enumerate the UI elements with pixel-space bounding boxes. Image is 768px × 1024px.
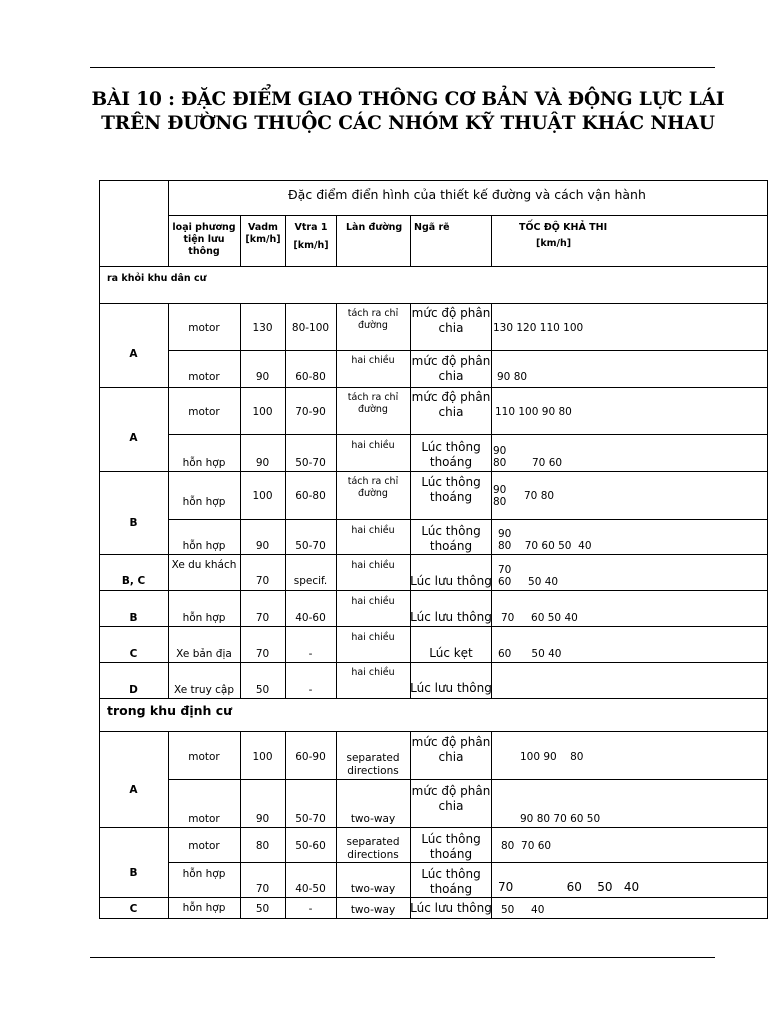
row-lanes: tách ra chỉ đường bbox=[347, 476, 399, 499]
row-junction: mức độ phân chia bbox=[411, 784, 491, 813]
row-vadm: 90 bbox=[255, 813, 270, 825]
row-line bbox=[168, 862, 768, 863]
row-vadm: 50 bbox=[255, 903, 270, 915]
col-header-vehicle: loại phương tiện lưu thông bbox=[172, 222, 236, 257]
row-vtra: 50-70 bbox=[295, 813, 326, 825]
row-speeds: 70 60 50 40 bbox=[498, 880, 640, 894]
row-vehicle: motor bbox=[188, 322, 220, 334]
section-title: ra khỏi khu dân cư bbox=[107, 273, 207, 284]
row-category: A bbox=[129, 348, 138, 360]
row-vtra: 60-90 bbox=[295, 751, 326, 763]
top-rule bbox=[90, 67, 715, 68]
col-header-speed-unit: [km/h] bbox=[536, 238, 572, 249]
row-vehicle: motor bbox=[188, 406, 220, 418]
row-category: B bbox=[129, 517, 138, 529]
row-category: B bbox=[129, 612, 138, 624]
row-vadm: 100 bbox=[252, 406, 273, 418]
col-line bbox=[336, 215, 337, 266]
col-line bbox=[491, 215, 492, 266]
row-vehicle: hỗn hợp bbox=[182, 457, 226, 469]
row-lanes: two-way bbox=[350, 883, 396, 895]
row-vtra: - bbox=[308, 903, 313, 915]
row-speeds: 50 40 bbox=[501, 904, 545, 916]
title-line-1: BÀI 10 : ĐẶC ĐIỂM GIAO THÔNG CƠ BẢN VÀ ĐỘNG LỰC LÁI bbox=[91, 89, 725, 110]
row-vehicle: hỗn hợp bbox=[182, 868, 226, 880]
row-line bbox=[99, 590, 768, 591]
row-speeds: 90 80 bbox=[497, 371, 528, 383]
row-lanes: hai chiều bbox=[351, 355, 395, 366]
table-border-bottom bbox=[99, 918, 768, 919]
row-line bbox=[99, 554, 768, 555]
row-lanes: two-way bbox=[350, 904, 396, 916]
row-vehicle: Xe du khách bbox=[171, 559, 237, 571]
row-vadm: 90 bbox=[255, 540, 270, 552]
row-line bbox=[99, 626, 768, 627]
row-vadm: 70 bbox=[255, 612, 270, 624]
col-header-vadm: Vadm [km/h] bbox=[245, 222, 281, 245]
row-line bbox=[99, 827, 768, 828]
row-line bbox=[99, 471, 768, 472]
row-junction: Lúc thông thoáng bbox=[421, 832, 481, 861]
col-header-speed: TỐC ĐỘ KHẢ THI bbox=[519, 222, 608, 233]
row-junction: Lúc thông thoáng bbox=[421, 440, 481, 469]
row-line bbox=[168, 779, 768, 780]
row-vehicle: Xe truy cập bbox=[173, 684, 235, 696]
row-junction: Lúc lưu thông bbox=[410, 681, 492, 695]
row-vtra: 50-70 bbox=[295, 457, 326, 469]
header-bottom bbox=[99, 266, 768, 267]
row-lanes: separated directions bbox=[346, 752, 400, 777]
row-vehicle: hỗn hợp bbox=[182, 540, 226, 552]
row-vtra: - bbox=[308, 648, 313, 660]
row-lanes: hai chiều bbox=[351, 560, 395, 571]
row-junction: Lúc lưu thông bbox=[410, 610, 492, 624]
row-lanes: two-way bbox=[350, 813, 396, 825]
row-speeds: 70 60 50 40 bbox=[501, 612, 578, 624]
bottom-rule bbox=[90, 957, 715, 958]
row-speeds: 70 80 bbox=[524, 490, 555, 502]
row-speeds: 60 50 40 bbox=[498, 648, 562, 660]
row-junction: Lúc kẹt bbox=[429, 646, 473, 660]
page-title bbox=[90, 88, 726, 136]
col-header-intersection: Ngã rẽ bbox=[414, 222, 450, 233]
row-vadm: 70 bbox=[255, 883, 270, 895]
row-speeds: 90 bbox=[493, 445, 507, 457]
row-category: D bbox=[129, 684, 138, 696]
row-vadm: 50 bbox=[255, 684, 270, 696]
row-speeds: 80 bbox=[493, 457, 507, 469]
speed-table bbox=[99, 180, 768, 918]
row-junction: mức độ phân chia bbox=[411, 735, 491, 764]
row-lanes: hai chiều bbox=[351, 667, 395, 678]
row-category: A bbox=[129, 432, 138, 444]
row-line bbox=[168, 350, 768, 351]
row-lanes: tách ra chỉ đường bbox=[347, 392, 399, 415]
row-vehicle: motor bbox=[188, 371, 220, 383]
row-junction: mức độ phân chia bbox=[411, 354, 491, 383]
row-vehicle: hỗn hợp bbox=[182, 902, 226, 914]
row-vadm: 100 bbox=[252, 751, 273, 763]
row-speeds: 90 80 70 60 50 bbox=[520, 813, 601, 825]
row-vtra: - bbox=[308, 684, 313, 696]
table-border-left bbox=[99, 180, 100, 918]
row-speeds: 80 bbox=[493, 496, 507, 508]
row-vehicle: motor bbox=[188, 813, 220, 825]
col-line bbox=[491, 731, 492, 918]
row-vadm: 90 bbox=[255, 457, 270, 469]
row-vtra: 70-90 bbox=[295, 406, 326, 418]
col-line bbox=[491, 303, 492, 698]
col-line bbox=[410, 215, 411, 266]
col-header-vtra1: Vtra 1 bbox=[294, 222, 328, 233]
table-border-top bbox=[99, 180, 768, 181]
row-speeds: 90 bbox=[493, 484, 507, 496]
row-line bbox=[99, 897, 768, 898]
group-header: Đặc điểm điển hình của thiết kế đường và cách vận hành bbox=[288, 187, 646, 202]
row-vtra: 60-80 bbox=[295, 371, 326, 383]
row-junction: Lúc thông thoáng bbox=[421, 524, 481, 553]
row-category: C bbox=[129, 903, 138, 915]
row-lanes: hai chiều bbox=[351, 596, 395, 607]
row-category: B bbox=[129, 867, 138, 879]
title-line-2: TRÊN ĐƯỜNG THUỘC CÁC NHÓM KỸ THUẬT KHÁC NHAU bbox=[101, 113, 715, 134]
col-header-lanes: Làn đường bbox=[346, 222, 403, 233]
row-junction: mức độ phân chia bbox=[411, 390, 491, 419]
row-vehicle: motor bbox=[188, 751, 220, 763]
row-lanes: separated directions bbox=[346, 836, 400, 861]
row-junction: mức độ phân chia bbox=[411, 306, 491, 335]
row-vtra: 50-60 bbox=[295, 840, 326, 852]
row-speeds: 60 50 40 bbox=[498, 576, 559, 588]
col-header-vtra1-unit: [km/h] bbox=[293, 240, 329, 251]
row-category: A bbox=[129, 784, 138, 796]
row-category: C bbox=[129, 648, 138, 660]
row-line bbox=[99, 387, 768, 388]
row-vtra: 60-80 bbox=[295, 490, 326, 502]
row-lanes: hai chiều bbox=[351, 440, 395, 451]
row-speeds: 80 70 60 50 40 bbox=[498, 540, 592, 552]
row-vadm: 80 bbox=[255, 840, 270, 852]
row-junction: Lúc lưu thông bbox=[410, 901, 492, 915]
section-title: trong khu định cư bbox=[107, 703, 233, 718]
row-lanes: hai chiều bbox=[351, 632, 395, 643]
row-vehicle: hỗn hợp bbox=[182, 612, 226, 624]
row-line bbox=[168, 434, 768, 435]
row-vehicle: motor bbox=[188, 840, 220, 852]
section-divider bbox=[99, 731, 768, 732]
row-speeds: 70 60 bbox=[532, 457, 563, 469]
row-vtra: 40-50 bbox=[295, 883, 326, 895]
row-vadm: 70 bbox=[255, 575, 270, 587]
row-junction: Lúc lưu thông bbox=[410, 574, 492, 588]
row-vtra: 80-100 bbox=[291, 322, 330, 334]
row-vadm: 100 bbox=[252, 490, 273, 502]
row-speeds: 110 100 90 80 bbox=[495, 406, 572, 418]
row-vadm: 130 bbox=[252, 322, 273, 334]
row-vehicle: hỗn hợp bbox=[182, 496, 226, 508]
row-junction: Lúc thông thoáng bbox=[421, 475, 481, 504]
row-vehicle: Xe bản địa bbox=[176, 648, 232, 660]
row-speeds: 80 70 60 bbox=[501, 840, 552, 852]
row-line bbox=[99, 662, 768, 663]
row-vtra: 40-60 bbox=[295, 612, 326, 624]
section-divider bbox=[99, 303, 768, 304]
row-speeds: 130 120 110 100 bbox=[493, 322, 584, 334]
header-divider bbox=[168, 215, 768, 216]
row-lanes: hai chiều bbox=[351, 525, 395, 536]
row-junction: Lúc thông thoáng bbox=[421, 867, 481, 896]
row-speeds: 70 bbox=[498, 564, 512, 576]
row-speeds: 100 90 80 bbox=[520, 751, 584, 763]
col-line bbox=[168, 180, 169, 266]
row-speeds: 90 bbox=[498, 528, 512, 540]
row-vadm: 70 bbox=[255, 648, 270, 660]
row-vadm: 90 bbox=[255, 371, 270, 383]
row-category: B, C bbox=[121, 575, 146, 587]
row-vtra: 50-70 bbox=[295, 540, 326, 552]
row-lanes: tách ra chỉ đường bbox=[347, 308, 399, 331]
row-vtra: specif. bbox=[293, 575, 328, 587]
row-line bbox=[168, 519, 768, 520]
section-divider bbox=[99, 698, 768, 699]
